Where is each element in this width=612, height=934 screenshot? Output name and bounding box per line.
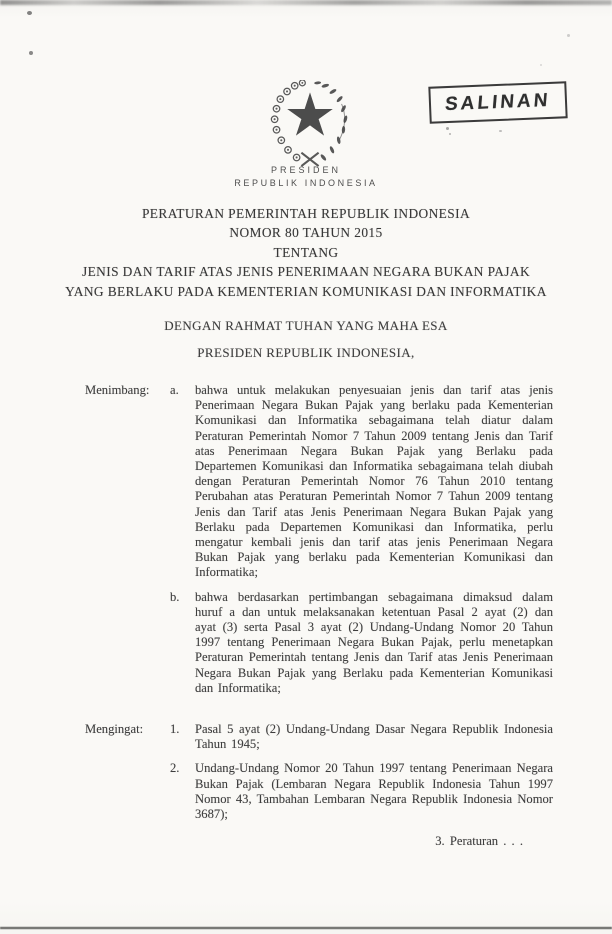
menimbang-section	[85, 383, 553, 696]
item-text: Undang-Undang Nomor 20 Tahun 1997 tentang Penerimaan Negara Bukan Pajak (Lembaran Negara Republik Indonesia Tahun 1997 Nomor 43, Tambahan Lembaran Negara Republik Indonesia Nomor 3687);	[195, 761, 553, 822]
item-marker: b.	[170, 589, 180, 604]
legal-basis-item-2	[170, 761, 553, 822]
item-marker: 2.	[170, 761, 180, 776]
item-text: bahwa untuk melakukan penyesuaian jenis dan tarif atas jenis Penerimaan Negara Bukan Pajak yang berlaku pada Kementerian Komunikasi dan Informatika sebagaimana telah diatur dalam Peraturan Pemerintah Nomor 7 Tahun 2009 tentang Jenis dan Tarif atas Penerimaan Negara Bukan Pajak yang Berlaku pada Departemen Komunikasi dan Informatika sebagaimana telah diubah dengan Peraturan Pemerintah Nomor 76 Tahun 2010 tentang Perubahan atas Peraturan Pemerintah Nomor 7 Tahun 2009 tentang Jenis dan Tarif atas Jenis Penerimaan Negara Bukan Pajak yang Berlaku pada Departemen Komunikasi dan Informatika, perlu mengatur kembali jenis dan tarif atas jenis Penerimaan Negara Bukan Pajak yang berlaku pada Kementerian Komunikasi dan Informatika;	[195, 383, 553, 580]
letterhead-presiden: PRESIDEN	[270, 165, 341, 175]
menimbang-label: Menimbang:	[85, 383, 150, 397]
scan-speck	[27, 11, 32, 15]
title-tentang: TENTANG	[273, 244, 339, 260]
item-marker: 1.	[170, 722, 180, 737]
scan-speck	[567, 34, 570, 37]
invocation-line: DENGAN RAHMAT TUHAN YANG MAHA ESA	[164, 318, 448, 333]
letterhead-republik-indonesia: REPUBLIK INDONESIA	[234, 178, 378, 188]
mengingat-section	[85, 722, 553, 822]
title-number: NOMOR 80 TAHUN 2015	[229, 225, 383, 241]
menimbang-items	[170, 383, 553, 696]
scan-artifact-top-edge	[0, 0, 612, 5]
mengingat-label: Mengingat:	[85, 722, 144, 737]
item-marker: a.	[170, 383, 179, 397]
authority-line: PRESIDEN REPUBLIK INDONESIA,	[197, 345, 415, 360]
scan-speck	[446, 127, 449, 130]
scan-speck	[499, 130, 502, 132]
salinan-stamp-label: SALINAN	[444, 89, 552, 115]
title-subject-line1: JENIS DAN TARIF ATAS JENIS PENERIMAAN NEGARA BUKAN PAJAK	[81, 264, 531, 280]
consideration-item-a	[170, 383, 553, 581]
scan-speck	[540, 64, 542, 66]
salinan-copy-stamp	[428, 81, 567, 124]
scan-speck	[449, 133, 451, 135]
mengingat-items	[170, 722, 553, 822]
title-regulation: PERATURAN PEMERINTAH REPUBLIK INDONESIA	[141, 206, 471, 221]
title-subject-line2: YANG BERLAKU PADA KEMENTERIAN KOMUNIKASI DAN INFORMATIKA	[65, 283, 547, 299]
item-text: bahwa berdasarkan pertimbangan sebagaimana dimaksud dalam huruf a dan untuk melaksanakan ketentuan Pasal 2 ayat (2) dan ayat (3) serta Pasal 3 ayat (2) Undang-Undang Nomor 20 Tahun 1997 tentang Penerimaan Negara Bukan Pajak, perlu menetapkan Peraturan Pemerintah tentang Jenis dan Tarif atas Jenis Penerimaan Negara Bukan Pajak yang Berlaku pada Kementerian Komunikasi dan Informatika;	[195, 589, 553, 695]
presidential-star-emblem-icon	[257, 80, 363, 173]
document-title	[0, 204, 612, 301]
item-text: Pasal 5 ayat (2) Undang-Undang Dasar Negara Republik Indonesia Tahun 1945;	[195, 722, 553, 752]
document-body	[85, 383, 553, 849]
consideration-item-b	[170, 590, 553, 696]
page-catchword: 3. Peraturan . . .	[435, 834, 523, 849]
scan-artifact-bottom-edge	[0, 927, 612, 929]
scan-speck	[29, 51, 33, 55]
legal-basis-item-1	[170, 722, 553, 752]
letterhead	[0, 165, 612, 188]
